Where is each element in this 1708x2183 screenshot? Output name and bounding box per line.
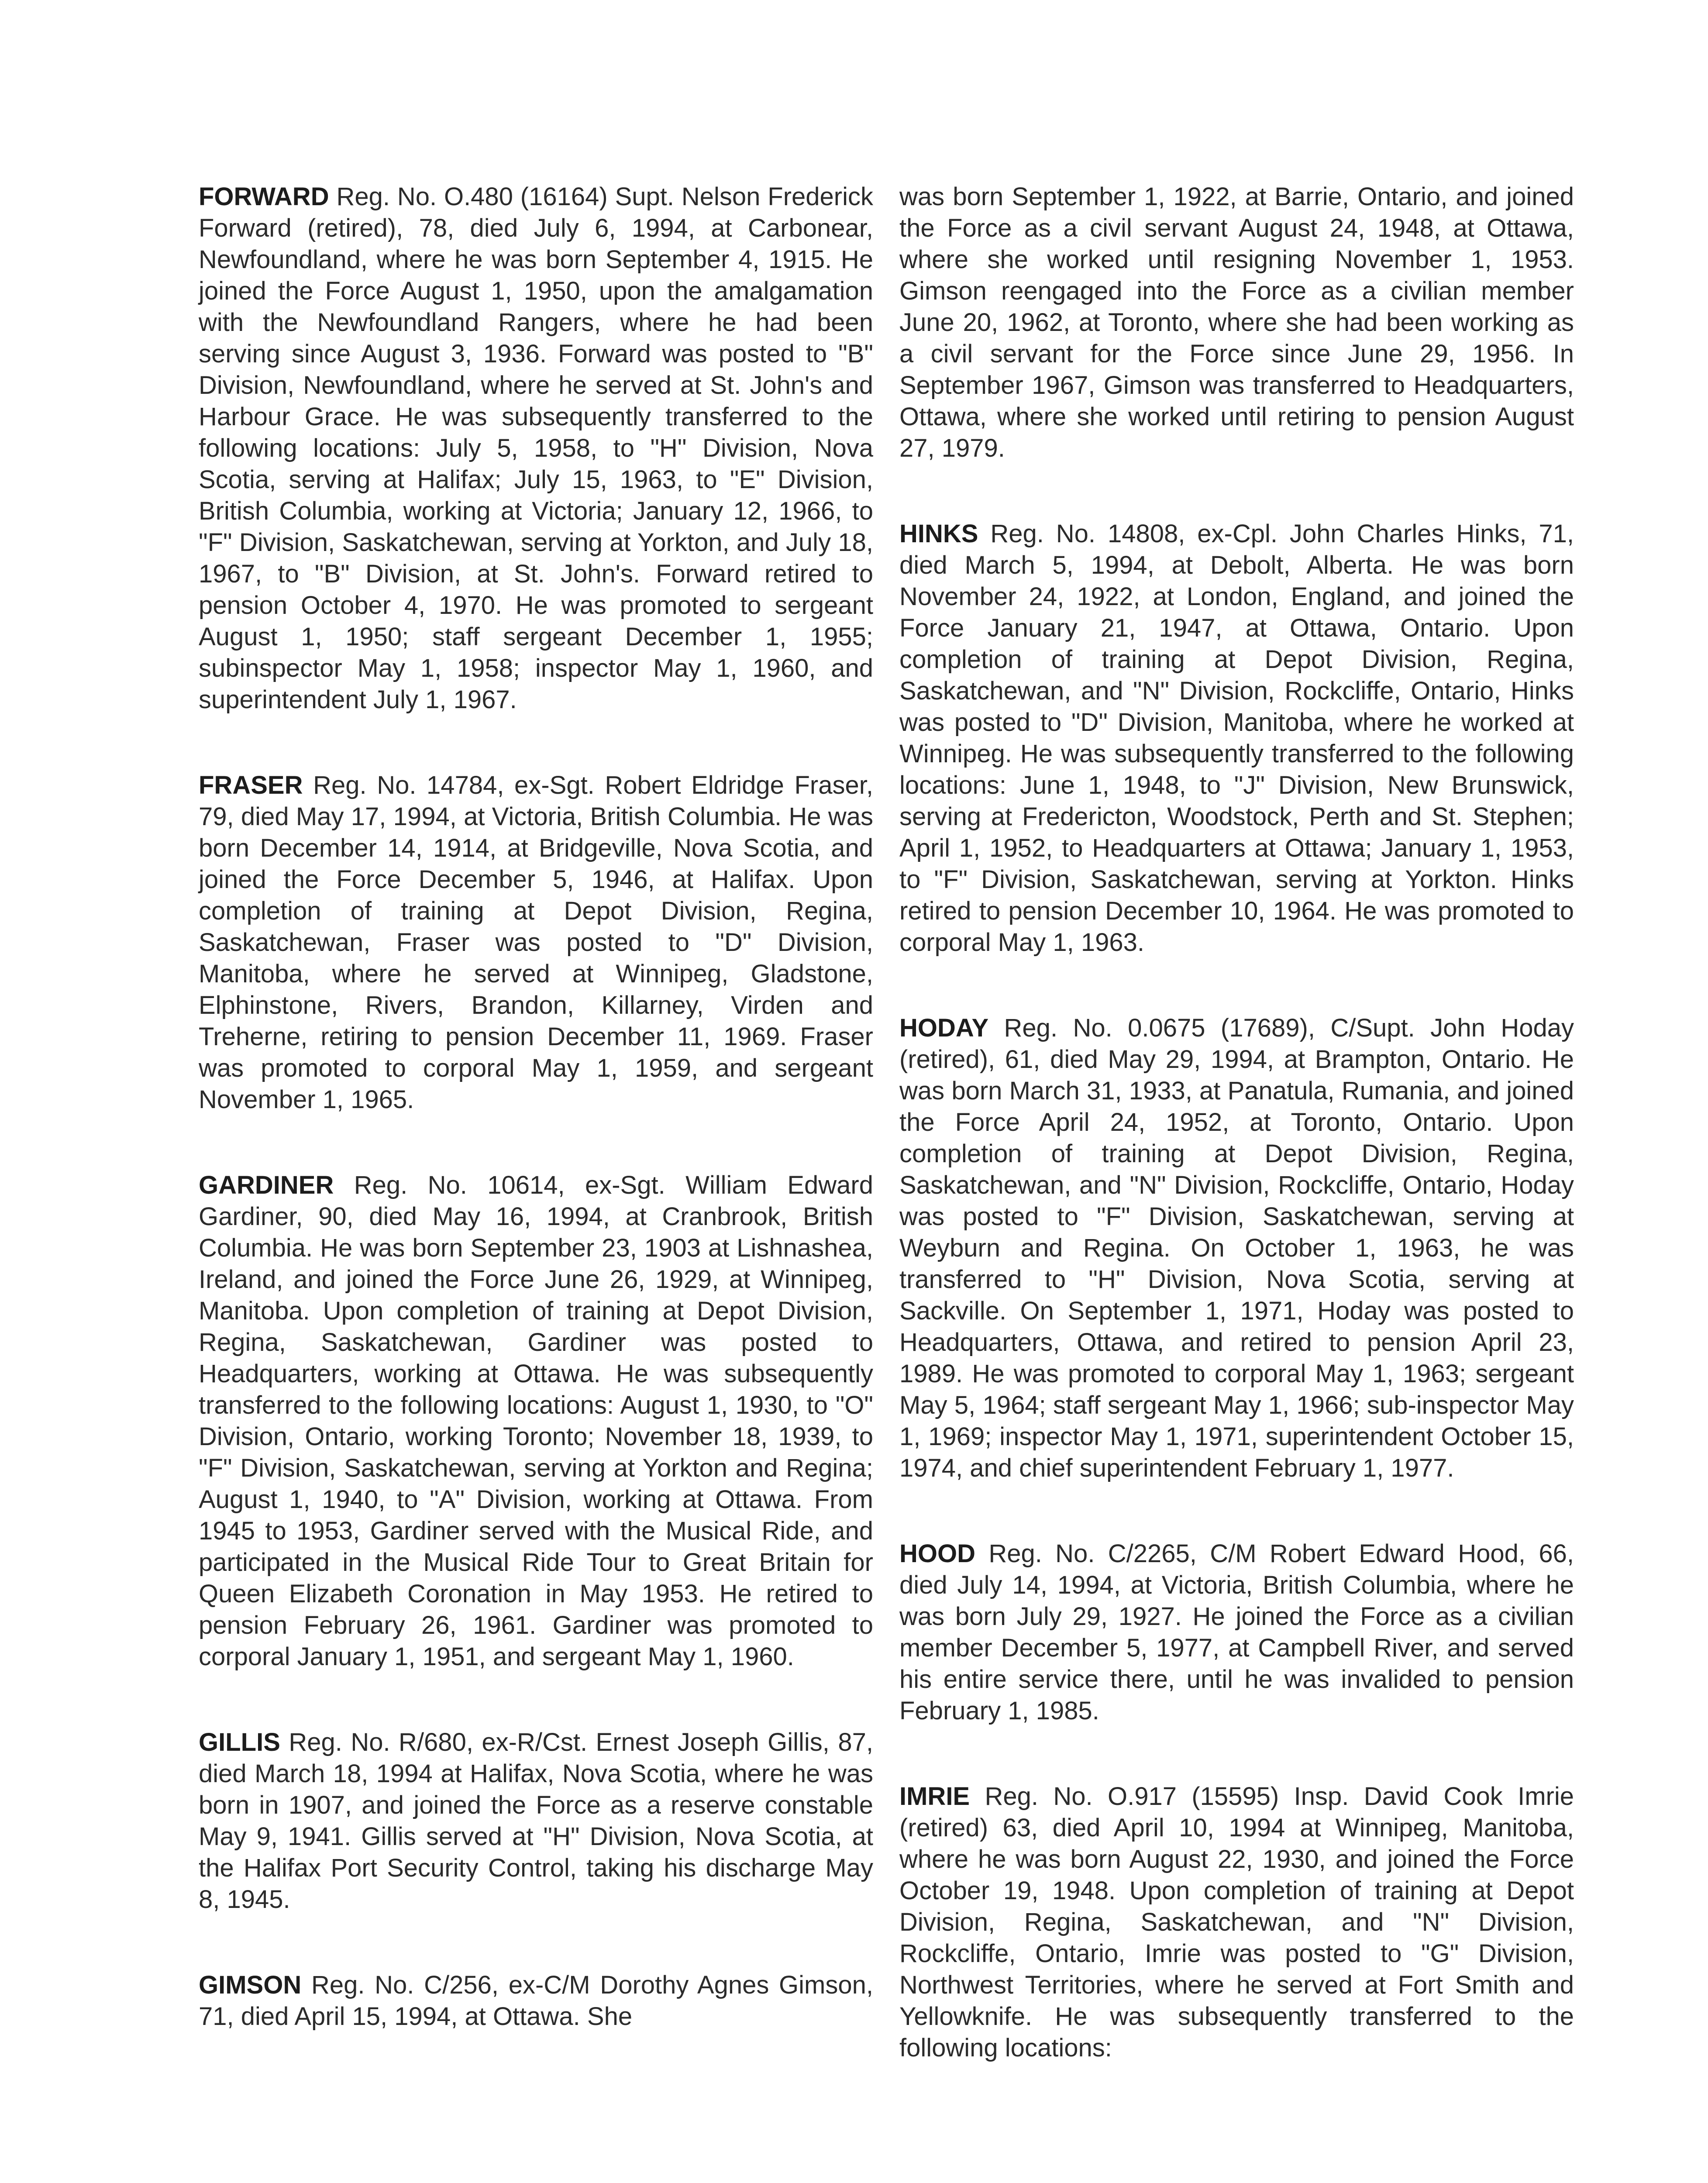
obituary-entry-gimson-continued — [899, 181, 1574, 464]
entry-text: was born September 1, 1922, at Barrie, Ontario, and joined the Force as a civil servant August 24, 1948, at Ottawa, where she worked until resigning November 1, 1953. Gimson reengaged into the Force as a civilian member June 20, 1962, at Toronto, where she had been working as a civil servant for the Force since June 29, 1956. In September 1967, Gimson was transferred to Headquarters, Ottawa, where she worked until retiring to pension August 27, 1979. — [899, 182, 1574, 462]
obituary-entry-imrie — [899, 1781, 1574, 2064]
entry-text: Reg. No. O.917 (15595) Insp. David Cook Imrie (retired) 63, died April 10, 1994 at Winnipeg, Manitoba, where he was born August 22, 1930, and joined the Force October 19, 1948. Upon completion of training at Depot Division, Regina, Saskatchewan, and "N" Division, Rockcliffe, Ontario, Imrie was posted to "G" Division, Northwest Territories, where he served at Fort Smith and Yellowknife. He was subsequently transferred to the following locations: — [899, 1782, 1574, 2062]
entry-text: Reg. No. O.480 (16164) Supt. Nelson Frederick Forward (retired), 78, died July 6, 1994, at Carbonear, Newfoundland, where he was born September 4, 1915. He joined the Force August 1, 1950, upon the amalgamation with the Newfoundland Rangers, where he had been serving since August 3, 1936. Forward was posted to "B" Division, Newfoundland, where he served at St. John's and Harbour Grace. He was subsequently transferred to the following locations: July 5, 1958, to "H" Division, Nova Scotia, serving at Halifax; July 15, 1963, to "E" Division, British Columbia, working at Victoria; January 12, 1966, to "F" Division, Saskatchewan, serving at Yorkton, and July 18, 1967, to "B" Division, at St. John's. Forward retired to pension October 4, 1970. He was promoted to sergeant August 1, 1950; staff sergeant December 1, 1955; subinspector May 1, 1958; inspector May 1, 1960, and superintendent July 1, 1967. — [199, 182, 873, 714]
surname: HOOD — [899, 1539, 975, 1568]
surname: FRASER — [199, 771, 303, 799]
left-column — [199, 181, 873, 2087]
obituary-entry-gillis — [199, 1727, 873, 1915]
surname: HODAY — [899, 1014, 989, 1042]
entry-text: Reg. No. C/2265, C/M Robert Edward Hood, 66, died July 14, 1994, at Victoria, British Columbia, where he was born July 29, 1927. He joined the Force as a civilian member December 5, 1977, at Campbell River, and served his entire service there, until he was invalided to pension February 1, 1985. — [899, 1539, 1574, 1725]
entry-text: Reg. No. 14808, ex-Cpl. John Charles Hinks, 71, died March 5, 1994, at Debolt, Alberta. He was born November 24, 1922, at London, England, and joined the Force January 21, 1947, at Ottawa, Ontario. Upon completion of training at Depot Division, Regina, Saskatchewan, and "N" Division, Rockcliffe, Ontario, Hinks was posted to "D" Division, Manitoba, where he worked at Winnipeg. He was subsequently transferred to the following locations: June 1, 1948, to "J" Division, New Brunswick, serving at Fredericton, Woodstock, Perth and St. Stephen; April 1, 1952, to Headquarters at Ottawa; January 1, 1953, to "F" Division, Saskatchewan, serving at Yorkton. Hinks retired to pension December 10, 1964. He was promoted to corporal May 1, 1963. — [899, 520, 1574, 957]
entry-text: Reg. No. 0.0675 (17689), C/Supt. John Hoday (retired), 61, died May 29, 1994, at Brampton, Ontario. He was born March 31, 1933, at Panatula, Rumania, and joined the Force April 24, 1952, at Toronto, Ontario. Upon completion of training at Depot Division, Regina, Saskatchewan, and "N" Division, Rockcliffe, Ontario, Hoday was posted to "F" Division, Saskatchewan, serving at Weyburn and Regina. On October 1, 1963, he was transferred to "H" Division, Nova Scotia, serving at Sackville. On September 1, 1971, Hoday was posted to Headquarters, Ottawa, and retired to pension April 23, 1989. He was promoted to corporal May 1, 1963; sergeant May 5, 1964; staff sergeant May 1, 1966; sub-inspector May 1, 1969; inspector May 1, 1971, superintendent October 15, 1974, and chief superintendent February 1, 1977. — [899, 1014, 1574, 1482]
obituary-entry-fraser — [199, 770, 873, 1116]
right-column — [899, 181, 1574, 2118]
surname: FORWARD — [199, 182, 329, 211]
entry-text: Reg. No. 14784, ex-Sgt. Robert Eldridge Fraser, 79, died May 17, 1994, at Victoria, British Columbia. He was born December 14, 1914, at Bridgeville, Nova Scotia, and joined the Force December 5, 1946, at Halifax. Upon completion of training at Depot Division, Regina, Saskatchewan, Fraser was posted to "D" Division, Manitoba, where he served at Winnipeg, Gladstone, Elphinstone, Rivers, Brandon, Killarney, Virden and Treherne, retiring to pension December 11, 1969. Fraser was promoted to corporal May 1, 1959, and sergeant November 1, 1965. — [199, 771, 873, 1114]
obituary-entry-gardiner — [199, 1170, 873, 1673]
surname: HINKS — [899, 520, 978, 548]
obituary-entry-hoday — [899, 1012, 1574, 1484]
surname: GIMSON — [199, 1971, 302, 1999]
entry-text: Reg. No. 10614, ex-Sgt. William Edward Gardiner, 90, died May 16, 1994, at Cranbrook, British Columbia. He was born September 23, 1903 at Lishnashea, Ireland, and joined the Force June 26, 1929, at Winnipeg, Manitoba. Upon completion of training at Depot Division, Regina, Saskatchewan, Gardiner was posted to Headquarters, working at Ottawa. He was subsequently transferred to the following locations: August 1, 1930, to "O" Division, Ontario, working Toronto; November 18, 1939, to "F" Division, Saskatchewan, serving at Yorkton and Regina; August 1, 1940, to "A" Division, working at Ottawa. From 1945 to 1953, Gardiner served with the Musical Ride, and participated in the Musical Ride Tour to Great Britain for Queen Elizabeth Coronation in May 1953. He retired to pension February 26, 1961. Gardiner was promoted to corporal January 1, 1951, and sergeant May 1, 1960. — [199, 1171, 873, 1671]
entry-text: Reg. No. R/680, ex-R/Cst. Ernest Joseph Gillis, 87, died March 18, 1994 at Halifax, Nova Scotia, where he was born in 1907, and joined the Force as a reserve constable May 9, 1941. Gillis served at "H" Division, Nova Scotia, at the Halifax Port Security Control, taking his discharge May 8, 1945. — [199, 1728, 873, 1914]
obituary-entry-forward — [199, 181, 873, 716]
surname: GILLIS — [199, 1728, 280, 1756]
obituary-entry-hinks — [899, 518, 1574, 958]
surname: IMRIE — [899, 1782, 970, 1811]
entry-text: Reg. No. C/256, ex-C/M Dorothy Agnes Gimson, 71, died April 15, 1994, at Ottawa. She — [199, 1971, 873, 2031]
surname: GARDINER — [199, 1171, 334, 1199]
obituary-entry-hood — [899, 1538, 1574, 1727]
obituary-entry-gimson — [199, 1970, 873, 2032]
